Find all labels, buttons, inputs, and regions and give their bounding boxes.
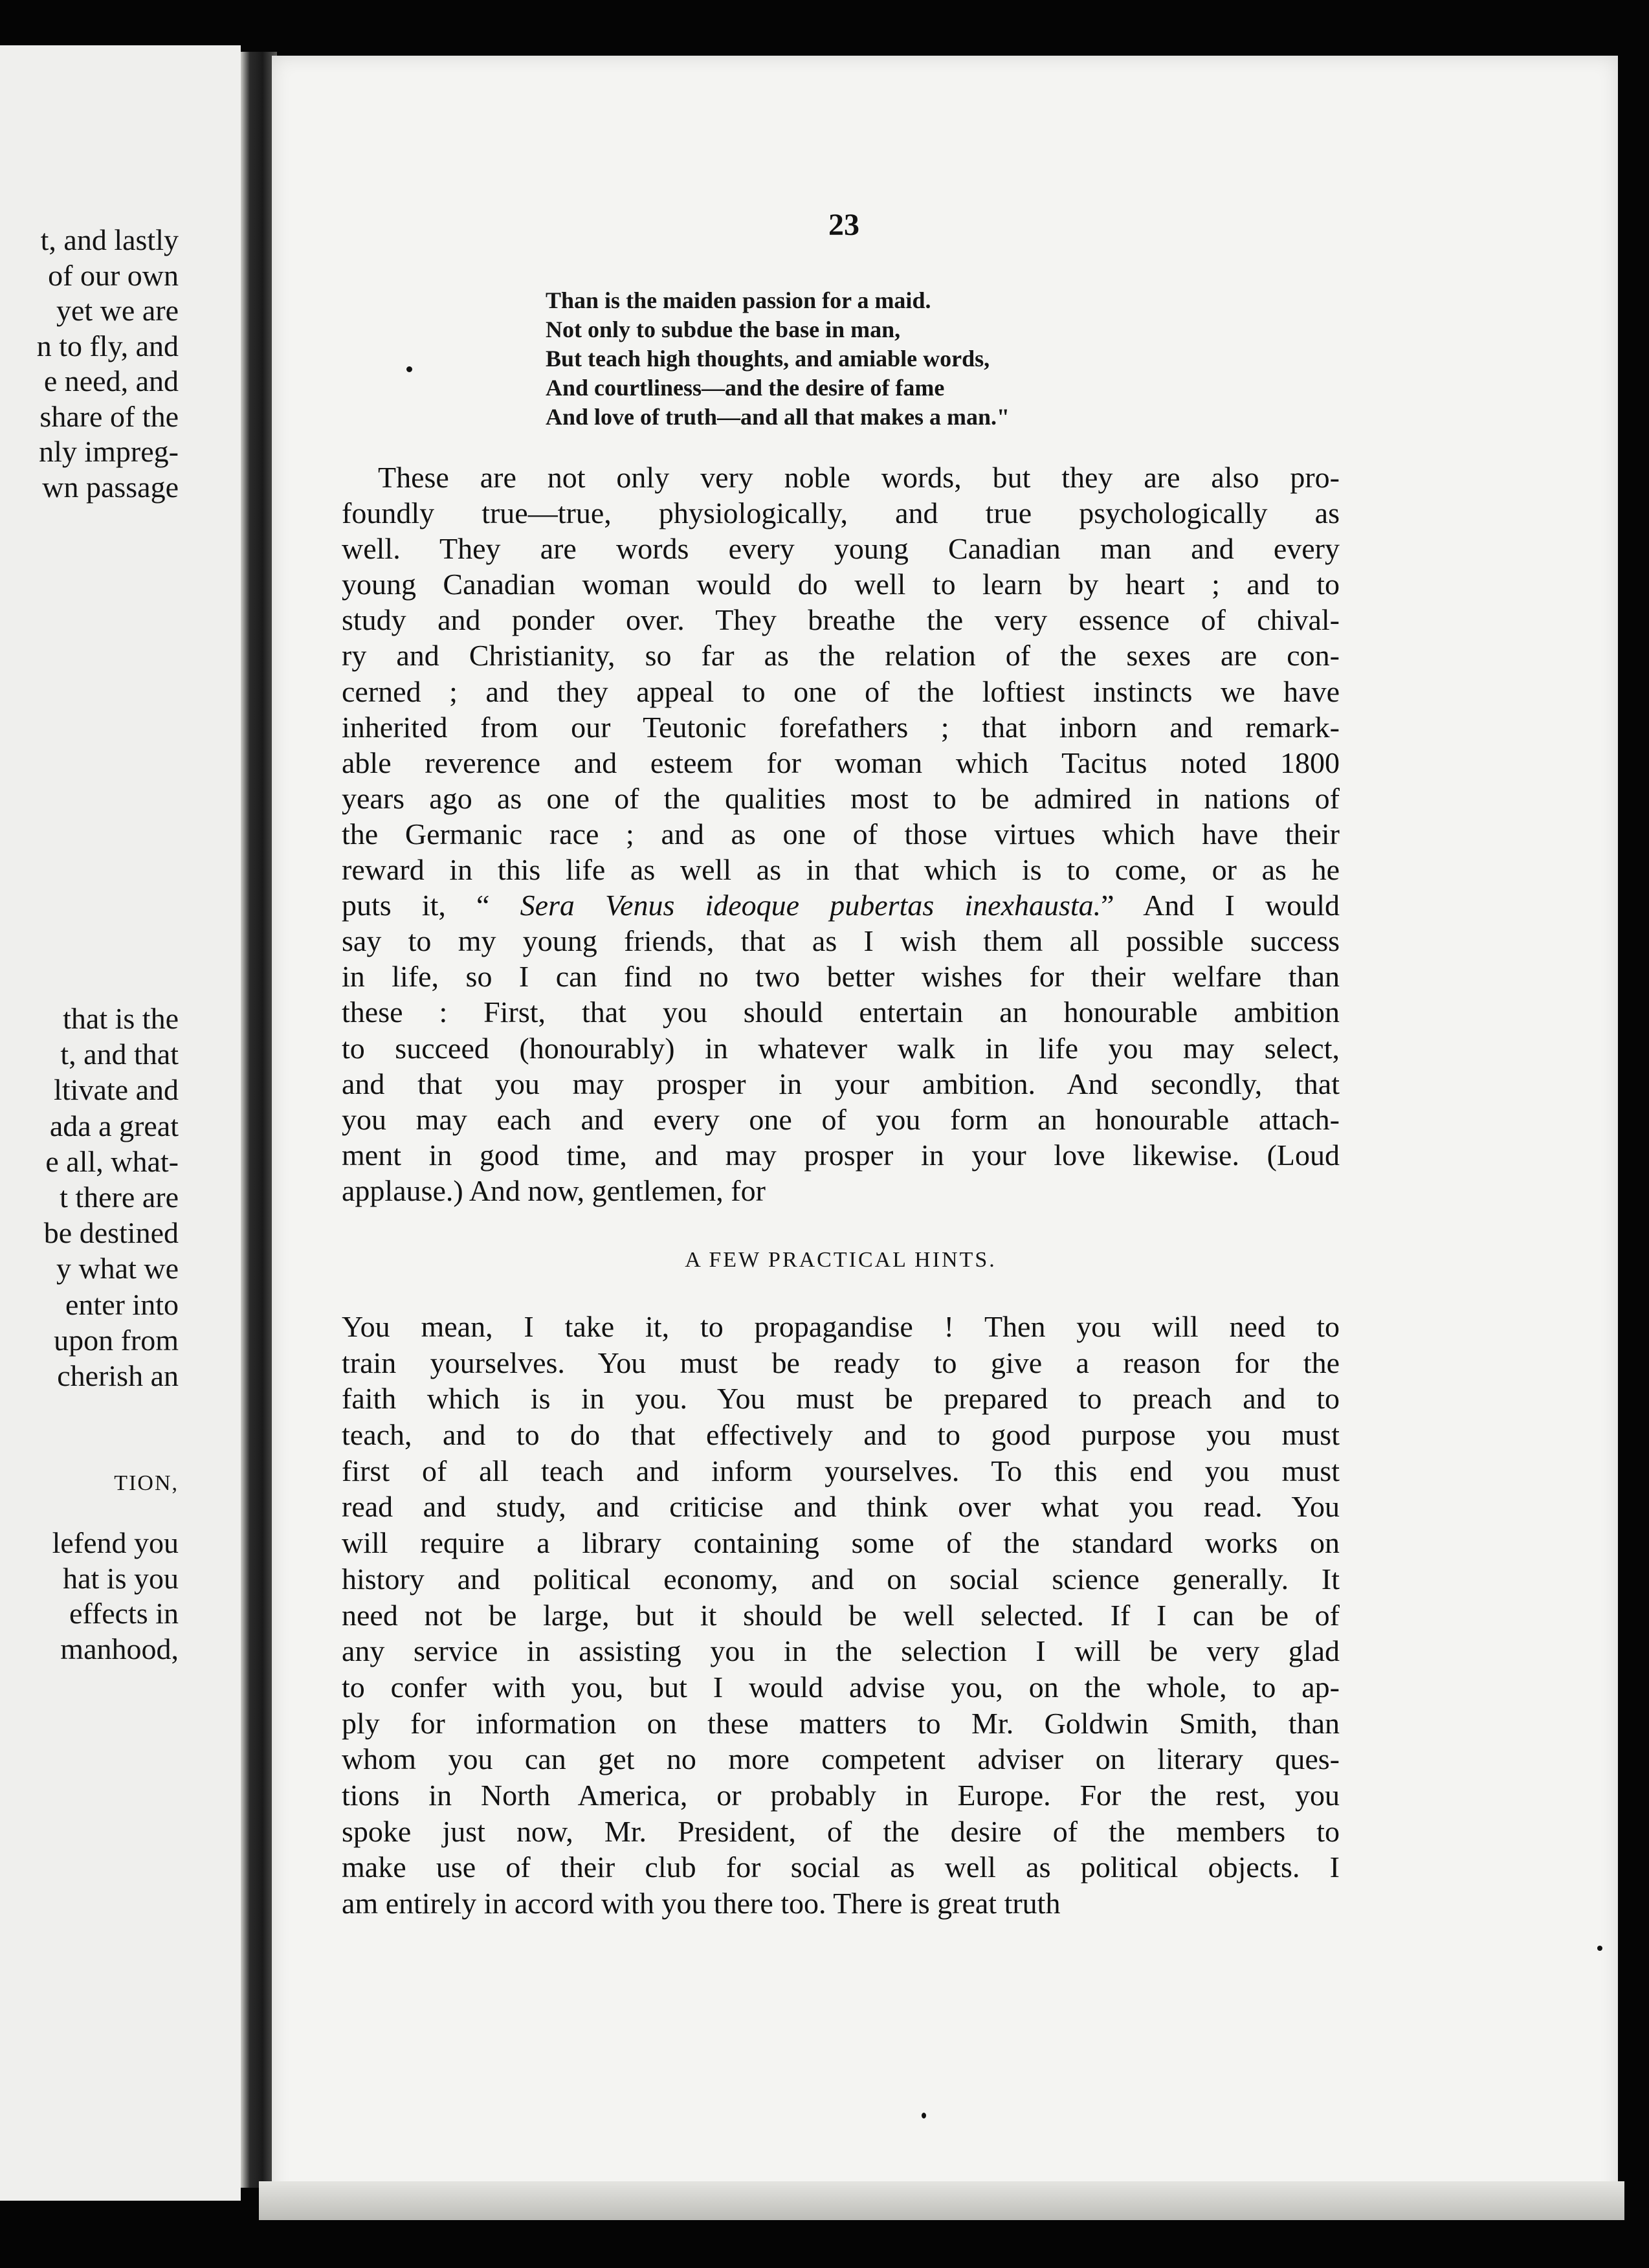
paragraph-practical-hints <box>342 1309 1340 1922</box>
text-line: to succeed (honourably) in whatever walk in life you may select, <box>342 1031 1340 1065</box>
text-line: these : First, that you should entertain an honourable ambition <box>342 995 1340 1029</box>
text-line: train yourselves. You must be ready to give a reason for the <box>342 1346 1340 1379</box>
section-heading: A FEW PRACTICAL HINTS. <box>685 1248 997 1272</box>
ink-speck <box>406 366 412 372</box>
text-line: foundly true—true, physiologically, and true psychologically as <box>342 496 1340 530</box>
left-page-line: enter into <box>65 1287 179 1321</box>
verse-line: And love of truth—and all that makes a man." <box>546 404 1010 430</box>
left-page-line: e all, what- <box>45 1144 179 1178</box>
text-line: faith which is in you. You must be prepared to preach and to <box>342 1382 1340 1416</box>
ink-speck <box>922 2113 926 2118</box>
left-page-line: cherish an <box>57 1359 179 1392</box>
left-page-line: be destined <box>43 1216 179 1250</box>
left-page-line: of our own <box>48 258 179 292</box>
left-page-line: ltivate and <box>54 1073 179 1107</box>
text-line: will require a library containing some of the standard works on <box>342 1526 1340 1560</box>
left-page-line: that is the <box>63 1002 179 1035</box>
text-line: the Germanic race ; and as one of those virtues which have their <box>342 817 1340 850</box>
latin-quote-line <box>342 887 1340 923</box>
left-page-line: upon from <box>54 1323 179 1357</box>
paragraph-noble-words <box>342 460 1340 1208</box>
left-page-line: yet we are <box>56 294 179 327</box>
verse-line: Not only to subdue the base in man, <box>546 317 901 342</box>
left-page-line: effects in <box>69 1597 179 1630</box>
page-number: 23 <box>828 208 859 242</box>
left-facing-page <box>0 45 241 2201</box>
verse-line: And courtliness—and the desire of fame <box>546 375 945 401</box>
text-line: you may each and every one of you form an honourable attach- <box>342 1102 1340 1136</box>
text-line: You mean, I take it, to propagandise ! Then you will need to <box>342 1310 1340 1343</box>
left-page-line: t there are <box>60 1181 179 1214</box>
text-line: history and political economy, and on social science generally. It <box>342 1562 1340 1595</box>
left-page-line: ada a great <box>49 1109 179 1142</box>
text-line: in life, so I can find no two better wishes for their welfare than <box>342 960 1340 994</box>
verse-line: But teach high thoughts, and amiable words, <box>546 346 990 372</box>
left-page-line: hat is you <box>63 1561 179 1595</box>
left-page-line: e need, and <box>43 364 179 397</box>
text-line: teach, and to do that effectively and to good purpose you must <box>342 1418 1340 1452</box>
text-line: applause.) And now, gentlemen, for <box>342 1173 766 1207</box>
text-line: study and ponder over. They breathe the very essence of chival- <box>342 603 1340 637</box>
text-line: tions in North America, or probably in Europe. For the rest, you <box>342 1778 1340 1812</box>
text-line: well. They are words every young Canadian man and every <box>342 532 1340 566</box>
left-page-line: n to fly, and <box>36 329 179 362</box>
left-page-line: nly impreg- <box>39 435 179 468</box>
verse-line: Than is the maiden passion for a maid. <box>546 287 931 313</box>
text-line: cerned ; and they appeal to one of the loftiest instincts we have <box>342 674 1340 708</box>
latin-quote: Sera Venus ideoque pubertas inexhausta. <box>520 889 1101 922</box>
left-page-line: t, and lastly <box>40 223 179 256</box>
left-page-line: wn passage <box>42 470 179 504</box>
text-line: first of all teach and inform yourselves. To this end you must <box>342 1454 1340 1487</box>
latin-line-suffix: ” And I would <box>1101 889 1340 922</box>
left-page-heading-fragment: TION, <box>114 1471 179 1495</box>
text-line: need not be large, but it should be well selected. If I can be of <box>342 1598 1340 1632</box>
text-line: years ago as one of the qualities most to be admired in nations of <box>342 781 1340 815</box>
text-line: spoke just now, Mr. President, of the desire of the members to <box>342 1814 1340 1848</box>
text-line: to confer with you, but I would advise you, on the whole, to ap- <box>342 1670 1340 1704</box>
left-page-line: lefend you <box>52 1526 179 1559</box>
text-line: and that you may prosper in your ambition. And secondly, that <box>342 1067 1340 1100</box>
page-edge-shadow <box>259 2181 1624 2220</box>
left-page-line: y what we <box>56 1252 179 1285</box>
text-line: make use of their club for social as well as political objects. I <box>342 1851 1340 1884</box>
text-line: reward in this life as well as in that which is to come, or as he <box>342 853 1340 887</box>
text-line: young Canadian woman would do well to learn by heart ; and to <box>342 568 1340 601</box>
left-page-line: t, and that <box>60 1038 179 1071</box>
left-page-line: share of the <box>39 399 179 433</box>
text-line: whom you can get no more competent adviser on literary ques- <box>342 1742 1340 1776</box>
text-line: any service in assisting you in the selection I will be very glad <box>342 1634 1340 1668</box>
text-line: am entirely in accord with you there too. There is great truth <box>342 1887 1061 1920</box>
verse-quotation <box>546 286 1010 432</box>
left-page-line: manhood, <box>60 1632 179 1666</box>
text-line: ment in good time, and may prosper in your love likewise. (Loud <box>342 1138 1340 1172</box>
ink-speck <box>1597 1946 1602 1951</box>
text-line: ply for information on these matters to Mr. Goldwin Smith, than <box>342 1706 1340 1740</box>
text-line: say to my young friends, that as I wish them all possible success <box>342 924 1340 958</box>
latin-line-prefix: puts it, “ <box>342 889 520 922</box>
text-line: These are not only very noble words, but they are also pro- <box>378 461 1340 494</box>
text-line: able reverence and esteem for woman which Tacitus noted 1800 <box>342 746 1340 779</box>
text-line: inherited from our Teutonic forefathers ; that inborn and remark- <box>342 710 1340 744</box>
text-line: ry and Christianity, so far as the relation of the sexes are con- <box>342 639 1340 673</box>
text-line: read and study, and criticise and think over what you read. You <box>342 1490 1340 1524</box>
